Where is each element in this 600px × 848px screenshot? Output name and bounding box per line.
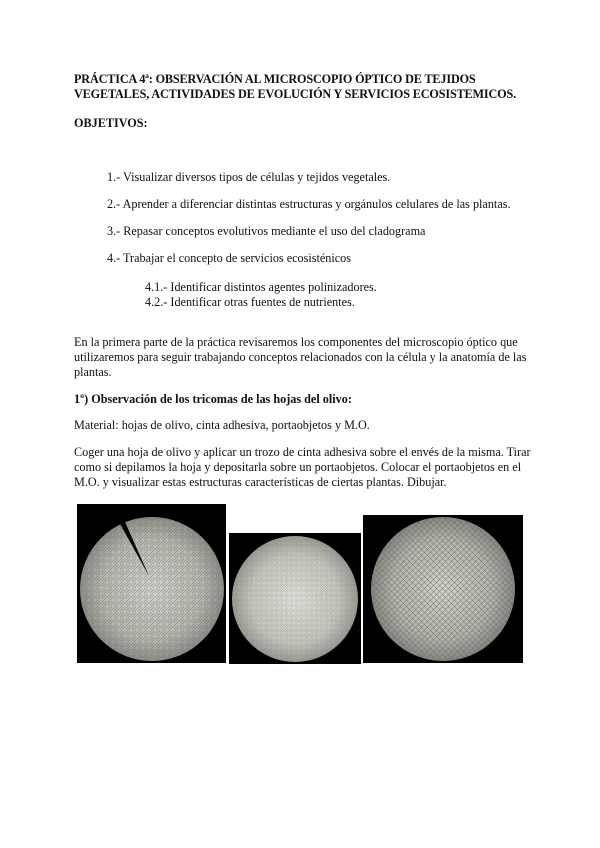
subobjective-4-1: 4.1.- Identificar distintos agentes polinizadores. [145, 280, 377, 294]
subobjective-4-2: 4.2.- Identificar otras fuentes de nutrientes. [145, 295, 355, 309]
objective-3: 3.- Repasar conceptos evolutivos mediante el uso del cladograma [107, 224, 426, 238]
microscope-image-3 [363, 515, 523, 663]
objectives-heading: OBJETIVOS: [74, 116, 148, 130]
intro-paragraph: En la primera parte de la práctica revisaremos los componentes del microscopio óptico que utilizaremos para seguir trabajando conceptos relacionados con la célula y la anatomía de las plantas. [74, 335, 527, 379]
objective-2: 2.- Aprender a diferenciar distintas estructuras y orgánulos celulares de las plantas. [107, 197, 511, 211]
microscope-image-2 [229, 533, 361, 664]
objective-4: 4.- Trabajar el concepto de servicios ecosisténicos [107, 251, 352, 265]
section-1-heading: 1º) Observación de los tricomas de las hojas del olivo: [74, 392, 352, 406]
procedure-paragraph: Coger una hoja de olivo y aplicar un trozo de cinta adhesiva sobre el envés de la misma. Tirar como si depilamos la hoja y depositarla sobre un portaobjetos. Colocar el portaobjetos en el M.O. y visualizar estas estructuras características de ciertas plantas. Dibujar. [74, 445, 531, 489]
microscope-image-1 [77, 504, 226, 663]
material-paragraph: Material: hojas de olivo, cinta adhesiva, portaobjetos y M.O. [74, 418, 370, 432]
document-title: PRÁCTICA 4ª: OBSERVACIÓN AL MICROSCOPIO ÓPTICO DE TEJIDOS VEGETALES, ACTIVIDADES DE EVOLUCIÓN Y SERVICIOS ECOSISTEMICOS. [74, 72, 516, 101]
objective-1: 1.- Visualizar diversos tipos de células y tejidos vegetales. [107, 170, 391, 184]
